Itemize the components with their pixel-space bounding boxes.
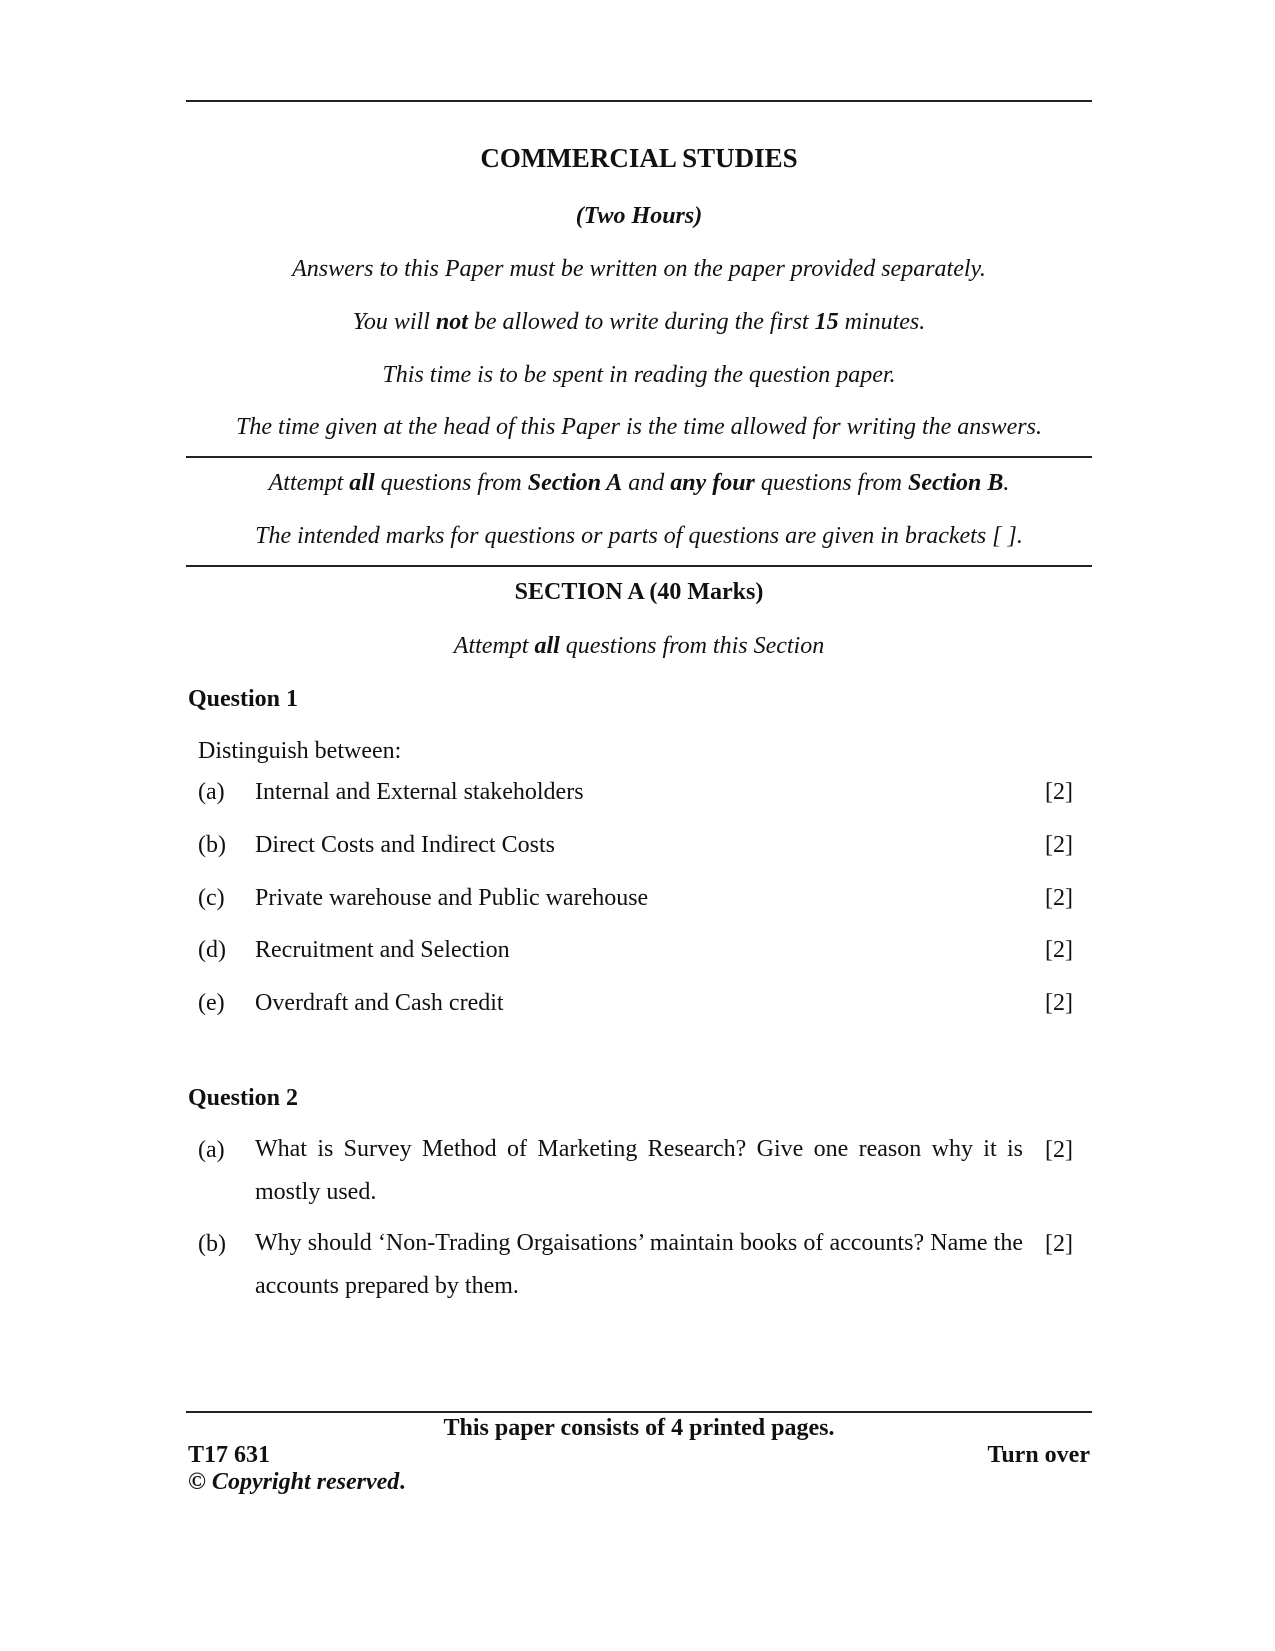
q2-part-marks: [2] (1045, 1231, 1073, 1257)
instruction-time-given: The time given at the head of this Paper is the time allowed for writing the answers. (236, 414, 1042, 440)
paper-title: COMMERCIAL STUDIES (480, 143, 798, 173)
question-2-heading: Question 2 (188, 1085, 299, 1111)
instruction-reading-purpose: This time is to be spent in reading the question paper. (382, 362, 896, 388)
question-1-heading: Question 1 (188, 686, 299, 712)
duration: (Two Hours) (575, 203, 703, 229)
q2-part-text: Why should ‘Non-Trading Orgaisations’ maintain books of accounts? Name the accounts prepared by them. (255, 1230, 1023, 1299)
q1-part-label: (d) (198, 937, 226, 963)
instruction-rule-top (186, 456, 1092, 458)
q1-part-marks: [2] (1045, 832, 1073, 858)
instruction-answers: Answers to this Paper must be written on the paper provided separately. (292, 256, 986, 282)
top-rule (186, 100, 1092, 102)
q1-part-text: Direct Costs and Indirect Costs (255, 832, 555, 858)
q1-part-text: Internal and External stakeholders (255, 779, 584, 805)
q2-part-label: (a) (198, 1137, 225, 1163)
copyright-notice: © Copyright reserved. (188, 1469, 406, 1495)
q1-part-marks: [2] (1045, 937, 1073, 963)
q1-part-text: Private warehouse and Public warehouse (255, 885, 649, 911)
q1-part-text: Overdraft and Cash credit (255, 990, 504, 1016)
instruction-marks-note: The intended marks for questions or parts of questions are given in brackets [ ]. (255, 523, 1023, 549)
instruction-reading-time: You will not be allowed to write during the first 15 minutes. (352, 309, 926, 335)
q2-part-text: What is Survey Method of Marketing Research? Give one reason why it is mostly used. (255, 1136, 1023, 1205)
q2-part-label: (b) (198, 1231, 226, 1257)
pages-note: This paper consists of 4 printed pages. (443, 1415, 835, 1441)
turn-over-note: Turn over (987, 1442, 1090, 1468)
q1-part-label: (c) (198, 885, 225, 911)
q1-part-label: (e) (198, 990, 225, 1016)
q1-part-label: (b) (198, 832, 226, 858)
q1-part-marks: [2] (1045, 990, 1073, 1016)
instruction-rule-bottom (186, 565, 1092, 567)
q1-part-marks: [2] (1045, 885, 1073, 911)
instruction-attempt: Attempt all questions from Section A and any four questions from Section B. (268, 470, 1010, 496)
section-a-heading: SECTION A (40 Marks) (514, 579, 764, 605)
section-a-instruction: Attempt all questions from this Section (453, 633, 825, 659)
q1-part-marks: [2] (1045, 779, 1073, 805)
q1-part-label: (a) (198, 779, 225, 805)
q2-part-marks: [2] (1045, 1137, 1073, 1163)
question-1-intro: Distinguish between: (198, 738, 402, 764)
paper-code: T17 631 (188, 1442, 271, 1468)
q1-part-text: Recruitment and Selection (255, 937, 510, 963)
